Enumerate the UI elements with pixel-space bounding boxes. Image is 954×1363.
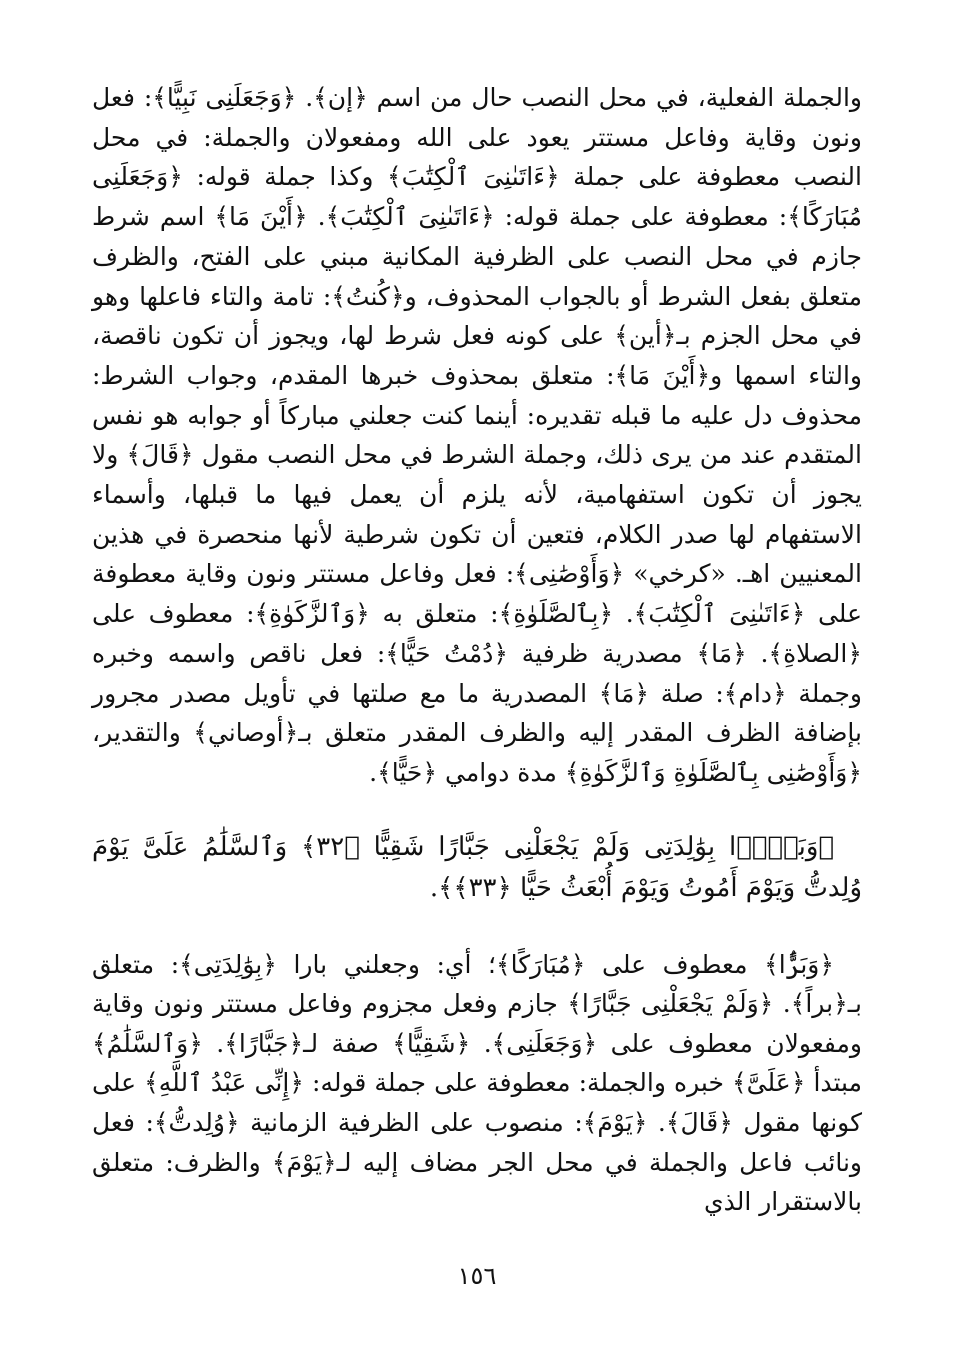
- commentary-paragraph-2: ﴿وَبَرًّۢا﴾ معطوف على ﴿مُبَارَكًا﴾؛ أي: وجعلني بارا ﴿بِوَٰلِدَتِى﴾: متعلق بـ﴿براً﴾. ﴿وَلَمْ يَجْعَلْنِى جَبَّارًا﴾ جازم وفعل مجزوم وفاعل مستتر ونون وقاية ومفعولان معطوف على ﴿وَجَعَلَنِى﴾. ﴿شَقِيًّا﴾ صفة لـ﴿جَبَّارًا﴾. ﴿وَٱلسَّلَٰمُ﴾ مبتدأ ﴿عَلَىَّ﴾ خبره والجملة: معطوفة على جملة قوله: ﴿إِنِّى عَبْدُ ٱللَّهِ﴾ على كونها مقول ﴿قَالَ﴾. ﴿يَوْمَ﴾: منصوب على الظرفية الزمانية ﴿وُلِدتُّ﴾: فعل ونائب فاعل والجملة في محل الجر مضاف إليه لـ﴿يَوْمَ﴾ والظرف: متعلق بالاستقرار الذي: [92, 949, 862, 1217]
- page-body: [92, 78, 862, 1348]
- quran-verse: ﴿وَبَرًّۢا بِوَٰلِدَتِى وَلَمْ يَجْعَلْنِى جَبَّارًا شَقِيًّا ﴿٣٢﴾ وَٱلسَّلَٰمُ عَلَىَّ يَوْمَ وُلِدتُّ وَيَوْمَ أَمُوتُ وَيَوْمَ أُبْعَثُ حَيًّا ﴿٣٣﴾﴾.: [92, 831, 862, 903]
- page-number: ١٥٦: [457, 1262, 497, 1290]
- commentary-paragraph-1: والجملة الفعلية، في محل النصب حال من اسم ﴿إن﴾. ﴿وَجَعَلَنِى نَبِيًّا﴾: فعل ونون وقاية وفاعل مستتر يعود على الله ومفعولان والجملة: في محل النصب معطوفة على جملة ﴿ءَاتَىٰنِىَ ٱلْكِتَٰبَ﴾ وكذا جملة قوله: ﴿وَجَعَلَنِى مُبَارَكًا﴾: معطوفة على جملة قوله: ﴿ءَاتَىٰنِىَ ٱلْكِتَٰبَ﴾. ﴿أَيْنَ مَا﴾ اسم شرط جازم في محل النصب على الظرفية المكانية مبني على الفتح، والظرف متعلق بفعل الشرط أو بالجواب المحذوف، و﴿كُنتُ﴾: تامة والتاء فاعلها وهو في محل الجزم بـ﴿أين﴾ على كونه فعل شرط لها، ويجوز أن تكون ناقصة، والتاء اسمها و﴿أَيْنَ مَا﴾: متعلق بمحذوف خبرها المقدم، وجواب الشرط: محذوف دل عليه ما قبله تقديره: أينما كنت جعلني مباركاً أو جوابه هو نفس المتقدم عند من يرى ذلك، وجملة الشرط في محل النصب مقول ﴿قَالَ﴾ ولا يجوز أن تكون استفهامية، لأنه يلزم أن يعمل فيها ما قبلها، وأسماء الاستفهام لها صدر الكلام، فتعين أن تكون شرطية لأنها منحصرة في هذين المعنيين اهـ. «كرخي» ﴿وَأَوْصَٰنِى﴾: فعل وفاعل مستتر ونون وقاية معطوفة على ﴿ءَاتَىٰنِىَ ٱلْكِتَٰبَ﴾. ﴿بِٱلصَّلَوٰةِ﴾: متعلق به ﴿وَٱلزَّكَوٰةِ﴾: معطوف على ﴿الصلاةِ﴾. ﴿مَا﴾ مصدرية ظرفية ﴿دُمْتُ حَيًّا﴾: فعل ناقص واسمه وخبره وجملة ﴿دام﴾: صلة ﴿مَا﴾ المصدرية ما مع صلتها في تأويل مصدر مجرور بإضافة الظرف المقدر إليه والظرف المقدر متعلق بـ﴿أوصاني﴾ والتقدير، ﴿وَأَوْصَٰنِى بِٱلصَّلَوٰةِ وَٱلزَّكَوٰةِ﴾ مدة دوامي ﴿حَيًّا﴾.: [92, 83, 862, 787]
